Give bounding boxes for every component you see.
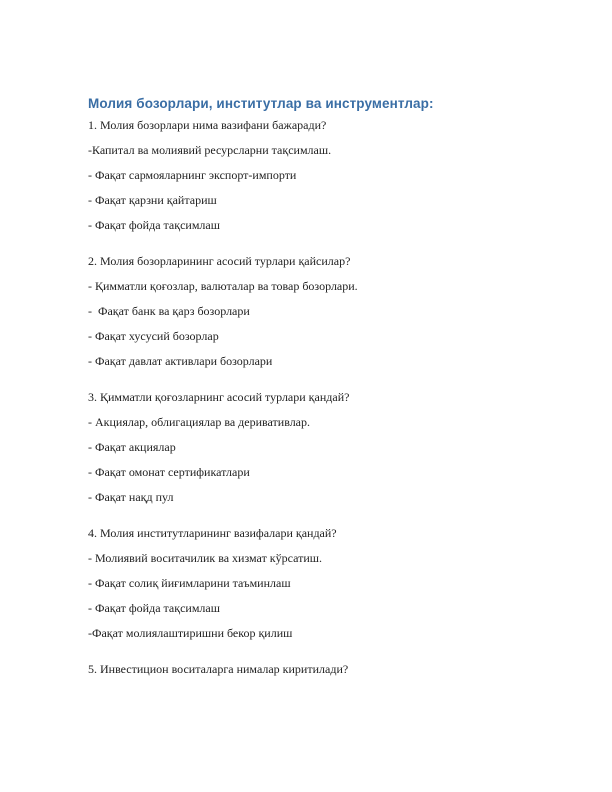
question-4-option-3: - Фақат фойда тақсимлаш — [88, 601, 220, 615]
question-4-text: 4. Молия институтларининг вазифалари қандай? — [88, 526, 337, 540]
question-3-option-2: - Фақат акциялар — [88, 440, 176, 454]
question-1-text: 1. Молия бозорлари нима вазифани бажаради? — [88, 118, 327, 132]
question-3-option-3: - Фақат омонат сертификатлари — [88, 465, 250, 479]
question-4-option-2: - Фақат солиқ йиғимларини таъминлаш — [88, 576, 291, 590]
question-1-option-4: - Фақат фойда тақсимлаш — [88, 218, 220, 232]
question-4-option-4: -Фақат молиялаштиришни бекор қилиш — [88, 626, 293, 640]
question-1-option-1: -Капитал ва молиявий ресурсларни тақсимлаш. — [88, 143, 332, 157]
question-2-text: 2. Молия бозорларининг асосий турлари қайсилар? — [88, 254, 351, 268]
question-2-option-2: - Фақат банк ва қарз бозорлари — [88, 304, 250, 318]
question-5-text: 5. Инвестицион воситаларга нималар киритилади? — [88, 662, 349, 676]
question-4-option-1: - Молиявий воситачилик ва хизмат кўрсатиш. — [88, 551, 323, 565]
document-heading: Молия бозорлари, институтлар ва инструментлар: — [88, 96, 434, 111]
question-3-option-1: - Акциялар, облигациялар ва деривативлар. — [88, 415, 311, 429]
question-1-option-2: - Фақат сармояларнинг экспорт-импорти — [88, 168, 297, 182]
question-3-text: 3. Қимматли қоғозларнинг асосий турлари қандай? — [88, 390, 350, 404]
question-2-option-1: - Қимматли қоғозлар, валюталар ва товар бозорлари. — [88, 279, 358, 293]
document-content — [88, 96, 538, 687]
question-3-option-4: - Фақат нақд пул — [88, 490, 174, 504]
question-1-option-3: - Фақат қарзни қайтариш — [88, 193, 217, 207]
question-2-option-4: - Фақат давлат активлари бозорлари — [88, 354, 273, 368]
question-2-option-3: - Фақат хусусий бозорлар — [88, 329, 219, 343]
